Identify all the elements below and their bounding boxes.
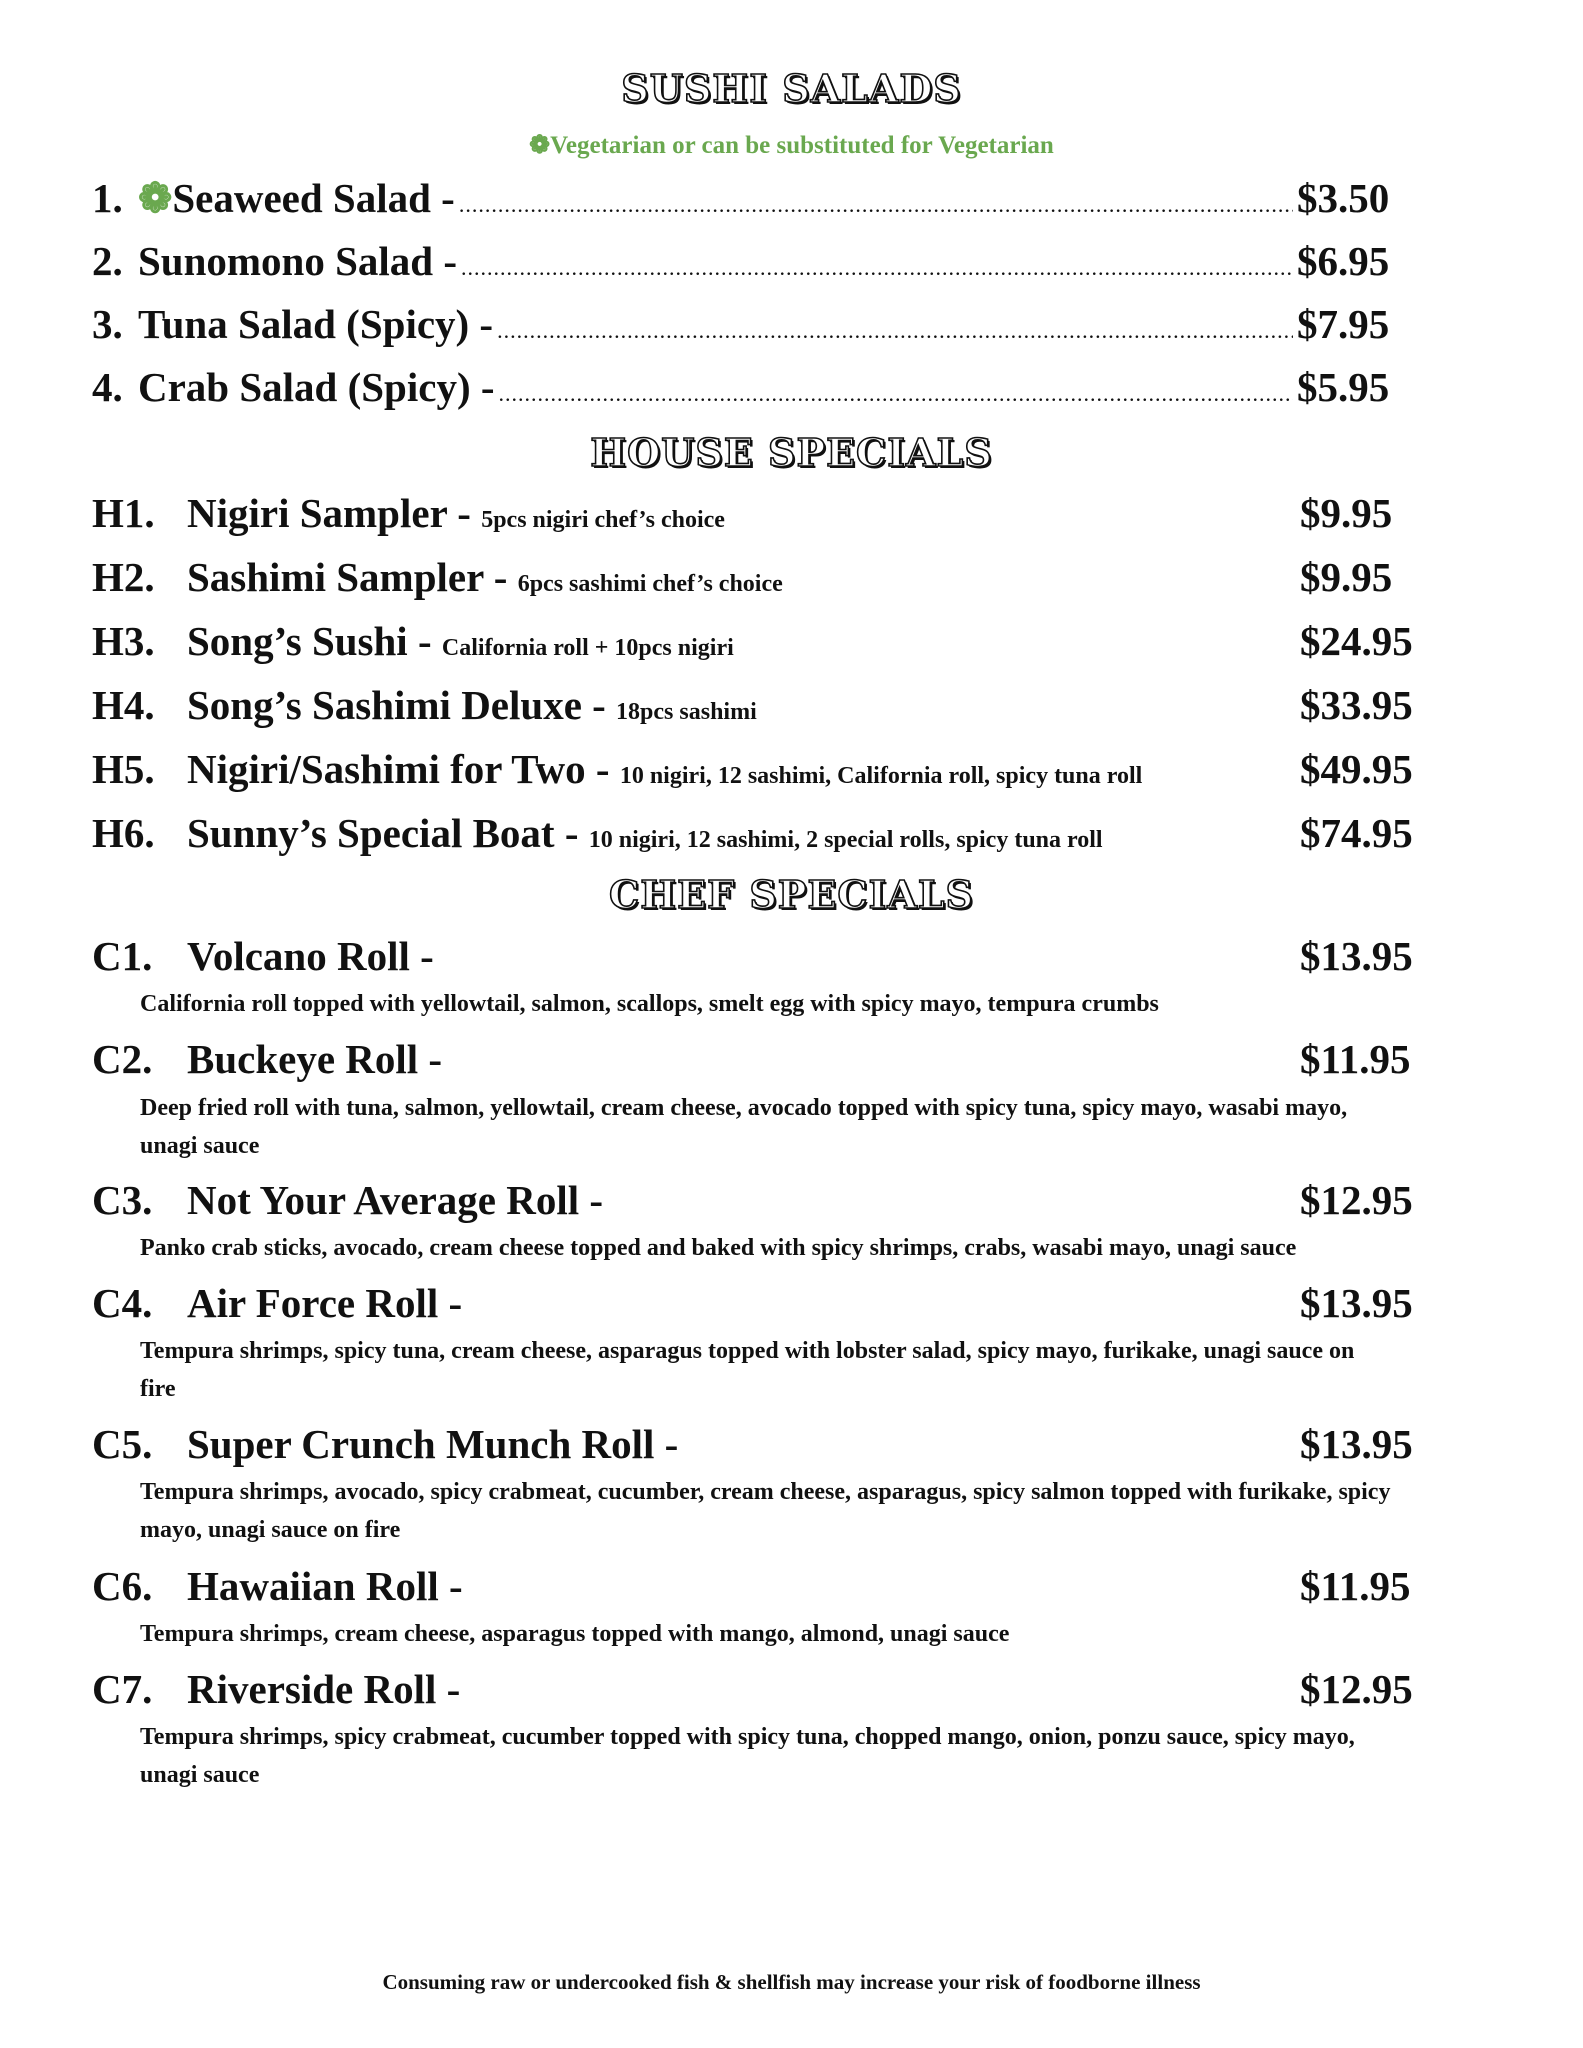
item-price: $11.95 [1300, 1563, 1411, 1609]
foodborne-illness-disclaimer: Consuming raw or undercooked fish & shellfish may increase your risk of foodborne illness [382, 1970, 1201, 1994]
item-code: C2. [92, 1036, 153, 1082]
salad-number: 3. [92, 301, 123, 347]
item-name-text: Nigiri Sampler - [187, 490, 471, 536]
chef-special-item [92, 1277, 1492, 1329]
item-code: H4. [92, 682, 155, 728]
house-special-item [92, 487, 1492, 539]
dot-leader [499, 368, 1293, 420]
description-line: fire [140, 1376, 176, 1402]
salad-number: 4. [92, 364, 123, 410]
item-code: C1. [92, 933, 153, 979]
vegetarian-note-text: Vegetarian or can be substituted for Vegetarian [550, 132, 1054, 159]
salad-item [92, 361, 1397, 413]
description-line: Tempura shrimps, spicy tuna, cream cheese, asparagus topped with lobster salad, spicy mayo, furikake, unagi sauce on [140, 1338, 1355, 1364]
item-name: Riverside Roll - [187, 1666, 461, 1712]
description-line: California roll topped with yellowtail, salmon, scallops, smelt egg with spicy mayo, tempura crumbs [140, 991, 1159, 1017]
item-price: $13.95 [1300, 1280, 1413, 1326]
item-code: C3. [92, 1177, 153, 1223]
item-price: $12.95 [1300, 1666, 1413, 1712]
chef-special-item [92, 1560, 1492, 1612]
item-description [140, 1229, 1480, 1267]
chef-special-item [92, 930, 1492, 982]
item-description: 10 nigiri, 12 sashimi, California roll, spicy tuna roll [619, 763, 1143, 789]
item-description [140, 1332, 1480, 1408]
description-line: Tempura shrimps, spicy crabmeat, cucumber topped with spicy tuna, chopped mango, onion, ponzu sauce, spicy mayo, [140, 1724, 1355, 1750]
item-description: 10 nigiri, 12 sashimi, 2 special rolls, spicy tuna roll [588, 827, 1103, 853]
item-name: Volcano Roll - [187, 933, 434, 979]
chef-specials-title: CHEF SPECIALS [609, 872, 974, 917]
flower-icon: ❁ [138, 175, 173, 221]
item-description [140, 1718, 1480, 1794]
item-price: $12.95 [1300, 1177, 1413, 1223]
item-name-text: Song’s Sushi - [187, 618, 432, 664]
item-description [140, 1473, 1480, 1549]
item-name-text: Sunny’s Special Boat - [187, 810, 579, 856]
salad-name: Crab Salad (Spicy) - [138, 364, 495, 410]
house-special-item [92, 679, 1492, 731]
item-name: Buckeye Roll - [187, 1036, 443, 1082]
item-description: California roll + 10pcs nigiri [441, 635, 734, 661]
item-code: C4. [92, 1280, 153, 1326]
item-price: $49.95 [1300, 746, 1413, 792]
salad-number: 1. [92, 175, 123, 221]
dot-leader [461, 242, 1293, 294]
chef-special-item [92, 1033, 1492, 1085]
item-code: H2. [92, 554, 155, 600]
house-special-item [92, 615, 1492, 667]
description-line: Tempura shrimps, avocado, spicy crabmeat, cucumber, cream cheese, asparagus, spicy salmon topped with furikake, spicy [140, 1479, 1391, 1505]
dot-leader [497, 305, 1293, 357]
salad-price: $3.50 [1297, 175, 1390, 221]
item-price: $11.95 [1300, 1036, 1411, 1082]
vegetarian-note [0, 130, 1583, 160]
salad-item [92, 235, 1397, 287]
house-special-item [92, 743, 1492, 795]
item-code: C5. [92, 1421, 153, 1467]
item-name [187, 551, 783, 610]
item-name: Hawaiian Roll - [187, 1563, 463, 1609]
item-code: H6. [92, 810, 155, 856]
item-name [187, 615, 734, 674]
salad-item [92, 172, 1397, 224]
item-description [140, 985, 1480, 1023]
chef-special-item [92, 1174, 1492, 1226]
description-line: Tempura shrimps, cream cheese, asparagus topped with mango, almond, unagi sauce [140, 1621, 1010, 1647]
item-description: 18pcs sashimi [616, 699, 757, 725]
salad-name: Tuna Salad (Spicy) - [138, 301, 494, 347]
item-price: $74.95 [1300, 810, 1413, 856]
item-description: 5pcs nigiri chef’s choice [481, 507, 725, 533]
salad-item [92, 298, 1397, 350]
item-name: Not Your Average Roll - [187, 1177, 604, 1223]
description-line: Panko crab sticks, avocado, cream cheese topped and baked with spicy shrimps, crabs, wasabi mayo, unagi sauce [140, 1235, 1297, 1261]
salad-price: $7.95 [1297, 301, 1390, 347]
item-description [140, 1615, 1480, 1653]
description-line: Deep fried roll with tuna, salmon, yellowtail, cream cheese, avocado topped with spicy tuna, spicy mayo, wasabi mayo, [140, 1095, 1348, 1121]
item-name [187, 743, 1142, 802]
description-line: unagi sauce [140, 1133, 260, 1159]
item-name-text: Song’s Sashimi Deluxe - [187, 682, 606, 728]
item-code: H1. [92, 490, 155, 536]
item-price: $33.95 [1300, 682, 1413, 728]
item-price: $13.95 [1300, 933, 1413, 979]
dot-leader [459, 179, 1293, 231]
chef-special-item [92, 1663, 1492, 1715]
description-line: mayo, unagi sauce on fire [140, 1517, 401, 1543]
item-price: $13.95 [1300, 1421, 1413, 1467]
item-code: C7. [92, 1666, 153, 1712]
salad-price: $6.95 [1297, 238, 1390, 284]
item-name [187, 679, 757, 738]
item-price: $9.95 [1300, 490, 1393, 536]
item-code: C6. [92, 1563, 153, 1609]
description-line: unagi sauce [140, 1762, 260, 1788]
item-name [187, 487, 725, 546]
item-name-text: Nigiri/Sashimi for Two - [187, 746, 610, 792]
item-price: $24.95 [1300, 618, 1413, 664]
salad-price: $5.95 [1297, 364, 1390, 410]
salad-number: 2. [92, 238, 123, 284]
item-code: H5. [92, 746, 155, 792]
item-name-text: Sashimi Sampler - [187, 554, 508, 600]
item-name [187, 807, 1103, 866]
item-price: $9.95 [1300, 554, 1393, 600]
chef-special-item [92, 1418, 1492, 1470]
salad-name-text: Seaweed Salad - [172, 175, 455, 221]
sushi-salads-title: SUSHI SALADS [621, 66, 962, 111]
item-code: H3. [92, 618, 155, 664]
house-special-item [92, 807, 1492, 859]
item-name: Air Force Roll - [187, 1280, 463, 1326]
item-name: Super Crunch Munch Roll - [187, 1421, 679, 1467]
item-description [140, 1089, 1480, 1165]
salad-name: Sunomono Salad - [138, 238, 458, 284]
house-specials-title: HOUSE SPECIALS [590, 430, 993, 475]
flower-icon: ❁ [529, 132, 551, 159]
salad-name [138, 172, 455, 224]
house-special-item [92, 551, 1492, 603]
item-description: 6pcs sashimi chef’s choice [517, 571, 783, 597]
